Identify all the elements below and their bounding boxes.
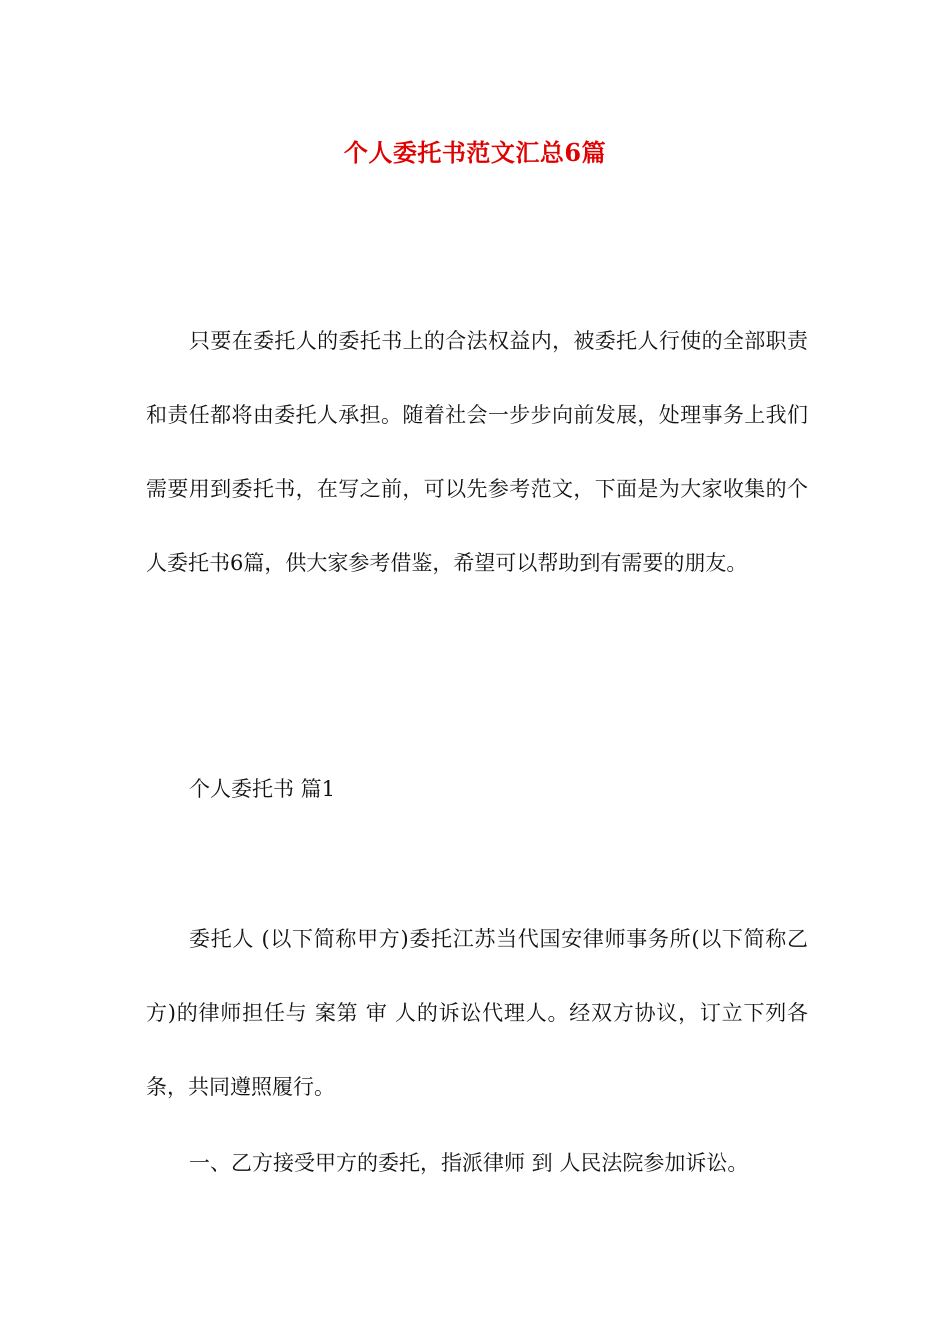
clause-paragraph: 委托人 (以下简称甲方)委托江苏当代国安律师事务所(以下简称乙方)的律师担任与 案第 审 人的诉讼代理人。经双方协议，订立下列各条，共同遵照履行。 xyxy=(146,927,808,1099)
section-heading: 个人委托书 篇1 xyxy=(189,777,336,801)
document-title: 个人委托书范文汇总6篇 xyxy=(343,138,607,167)
item-paragraph: 一、乙方接受甲方的委托，指派律师 到 人民法院参加诉讼。 xyxy=(189,1151,749,1175)
intro-paragraph: 只要在委托人的委托书上的合法权益内，被委托人行使的全部职责和责任都将由委托人承担。随着社会一步步向前发展，处理事务上我们需要用到委托书，在写之前，可以先参考范文，下面是为大家收集的个人委托书6篇，供大家参考借鉴，希望可以帮助到有需要的朋友。 xyxy=(146,329,808,575)
